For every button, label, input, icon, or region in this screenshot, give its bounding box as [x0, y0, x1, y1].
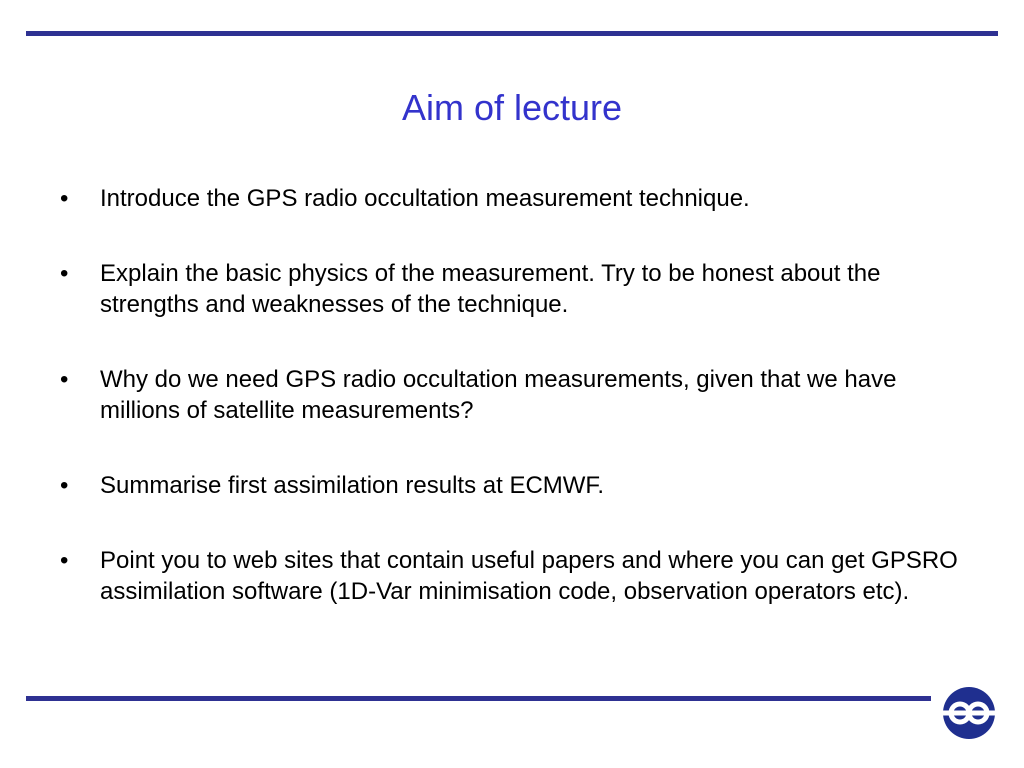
- bullet-item: [60, 364, 980, 426]
- bullet-marker: •: [60, 366, 69, 393]
- top-divider-rule: [26, 31, 998, 36]
- bullet-text: Why do we need GPS radio occultation measurements, given that we have millions of satellite measurements?: [100, 366, 897, 424]
- bullet-item: [60, 470, 980, 501]
- bullet-text: Explain the basic physics of the measurement. Try to be honest about the strengths and weaknesses of the technique.: [100, 260, 881, 318]
- bullet-text: Introduce the GPS radio occultation measurement technique.: [100, 185, 750, 212]
- bullet-marker: •: [60, 260, 69, 287]
- bullet-marker: •: [60, 185, 69, 212]
- bullet-item: [60, 545, 980, 607]
- bullet-item: [60, 183, 980, 214]
- ecmwf-logo-icon: [938, 687, 1000, 739]
- bullet-list: [60, 183, 980, 651]
- bullet-marker: •: [60, 547, 69, 574]
- bullet-text: Summarise first assimilation results at ECMWF.: [100, 472, 605, 499]
- bullet-item: [60, 258, 980, 320]
- bottom-divider-rule: [26, 696, 931, 701]
- slide-title: Aim of lecture: [401, 87, 623, 128]
- bullet-marker: •: [60, 472, 69, 499]
- bullet-text: Point you to web sites that contain useful papers and where you can get GPSRO assimilation software (1D-Var minimisation code, observation operators etc).: [100, 547, 958, 605]
